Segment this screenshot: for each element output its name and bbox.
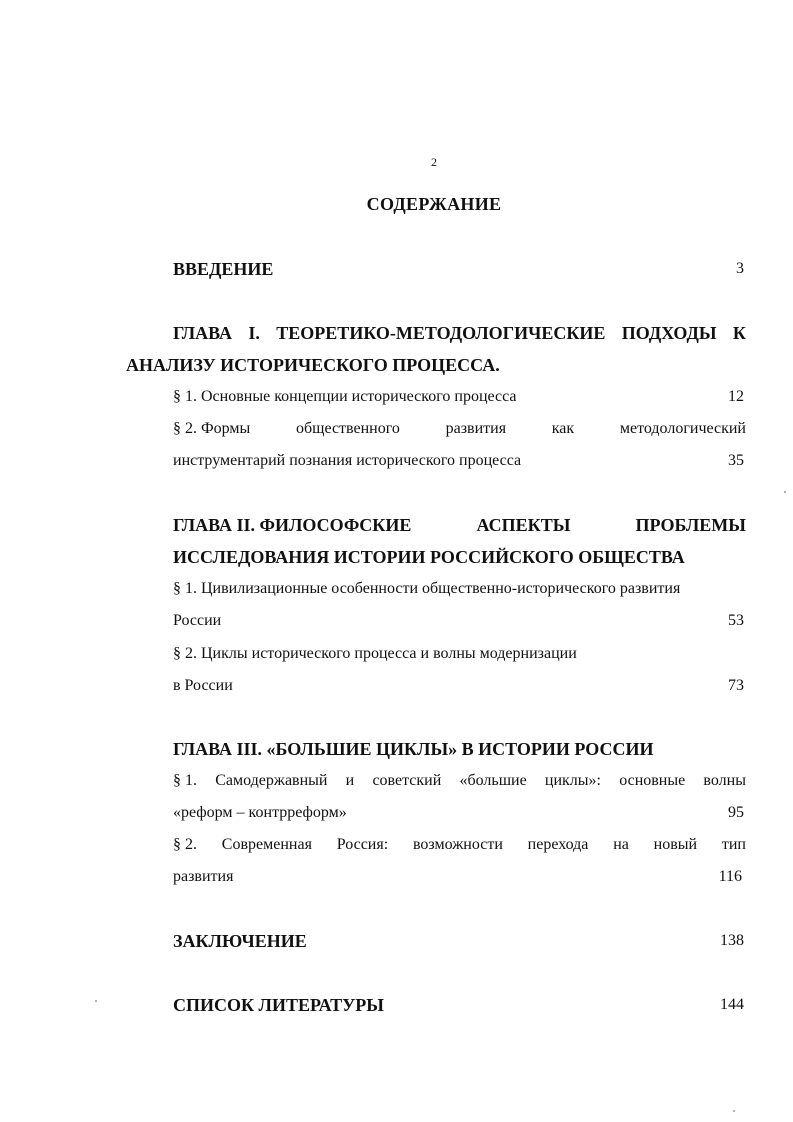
text-word: как — [551, 420, 575, 437]
text-word: новый — [653, 836, 698, 853]
chapter2-section1-line1: § 1. Цивилизационные особенности общественно-исторического развития — [173, 580, 681, 597]
heading-word: ТЕОРЕТИКО-МЕТОДОЛОГИЧЕСКИЕ — [276, 323, 606, 343]
chapter2-section2-page: 73 — [728, 677, 744, 694]
page-title: СОДЕРЖАНИЕ — [366, 194, 502, 214]
text-word: «большие — [459, 772, 527, 789]
chapter2-section2-line1: § 2. Циклы исторического процесса и волны модернизации — [173, 645, 577, 662]
text-word: Самодержавный — [215, 772, 328, 789]
text-word: на — [613, 836, 629, 853]
chapter3-section1-page: 95 — [728, 804, 744, 821]
toc-intro-label: ВВЕДЕНИЕ — [173, 259, 274, 279]
text-word: § 2. — [173, 836, 197, 853]
text-word: перехода — [527, 836, 589, 853]
toc-references-page: 144 — [720, 996, 744, 1013]
toc-intro-page: 3 — [736, 260, 744, 277]
text-word: циклы»: — [544, 772, 601, 789]
chapter1-section1-text: § 1. Основные концепции исторического процесса — [173, 388, 517, 405]
text-word: § 1. — [173, 772, 197, 789]
text-word: § 2. Формы — [173, 420, 251, 437]
heading-word: АСПЕКТЫ — [476, 515, 571, 535]
chapter3-heading: ГЛАВА III. «БОЛЬШИЕ ЦИКЛЫ» В ИСТОРИИ РОССИИ — [173, 739, 654, 759]
text-word: методологический — [619, 420, 746, 437]
text-word: Современная — [221, 836, 312, 853]
text-word: тип — [721, 836, 746, 853]
chapter2-section1-page: 53 — [728, 612, 744, 629]
toc-conclusion-page: 138 — [720, 932, 744, 949]
chapter1-heading-line1 — [173, 323, 746, 344]
text-word: возможности — [412, 836, 503, 853]
heading-word: ПОДХОДЫ — [621, 323, 717, 343]
text-word: основные — [619, 772, 686, 789]
heading-word: I. — [248, 323, 260, 343]
chapter3-section2-page: 116 — [718, 868, 742, 885]
heading-word: ГЛАВА II. ФИЛОСОФСКИЕ — [173, 515, 412, 535]
chapter3-section2-line2: развития — [173, 868, 234, 885]
chapter2-heading-line1 — [173, 515, 746, 536]
toc-conclusion-label: ЗАКЛЮЧЕНИЕ — [173, 931, 307, 951]
scan-speck — [95, 1000, 97, 1002]
chapter2-section2-line2: в России — [173, 677, 233, 694]
toc-references-label: СПИСОК ЛИТЕРАТУРЫ — [173, 995, 384, 1015]
chapter3-section1-line2: «реформ – контрреформ» — [173, 804, 347, 821]
scan-speck — [733, 1110, 735, 1112]
text-word: и — [345, 772, 355, 789]
text-word: Россия: — [336, 836, 389, 853]
scan-speck — [784, 491, 786, 493]
heading-word: К — [732, 323, 746, 343]
chapter3-section1-line1 — [173, 772, 746, 790]
text-word: советский — [372, 772, 442, 789]
chapter1-heading-line2: АНАЛИЗУ ИСТОРИЧЕСКОГО ПРОЦЕССА. — [126, 355, 500, 375]
chapter3-section2-line1 — [173, 836, 746, 854]
heading-word: ГЛАВА — [173, 323, 233, 343]
chapter2-heading-line2: ИССЛЕДОВАНИЯ ИСТОРИИ РОССИЙСКОГО ОБЩЕСТВА — [173, 547, 685, 567]
chapter2-section1-line2: России — [173, 612, 222, 629]
chapter1-section2-line2: инструментарий познания исторического процесса — [173, 452, 522, 469]
text-word: общественного — [295, 420, 400, 437]
text-word: развития — [445, 420, 507, 437]
chapter1-section2-page: 35 — [728, 452, 744, 469]
heading-word: ПРОБЛЕМЫ — [635, 515, 746, 535]
text-word: волны — [703, 772, 746, 789]
chapter1-section1-page: 12 — [728, 388, 744, 405]
chapter1-section2-line1 — [173, 420, 746, 438]
page-number: 2 — [431, 155, 437, 169]
